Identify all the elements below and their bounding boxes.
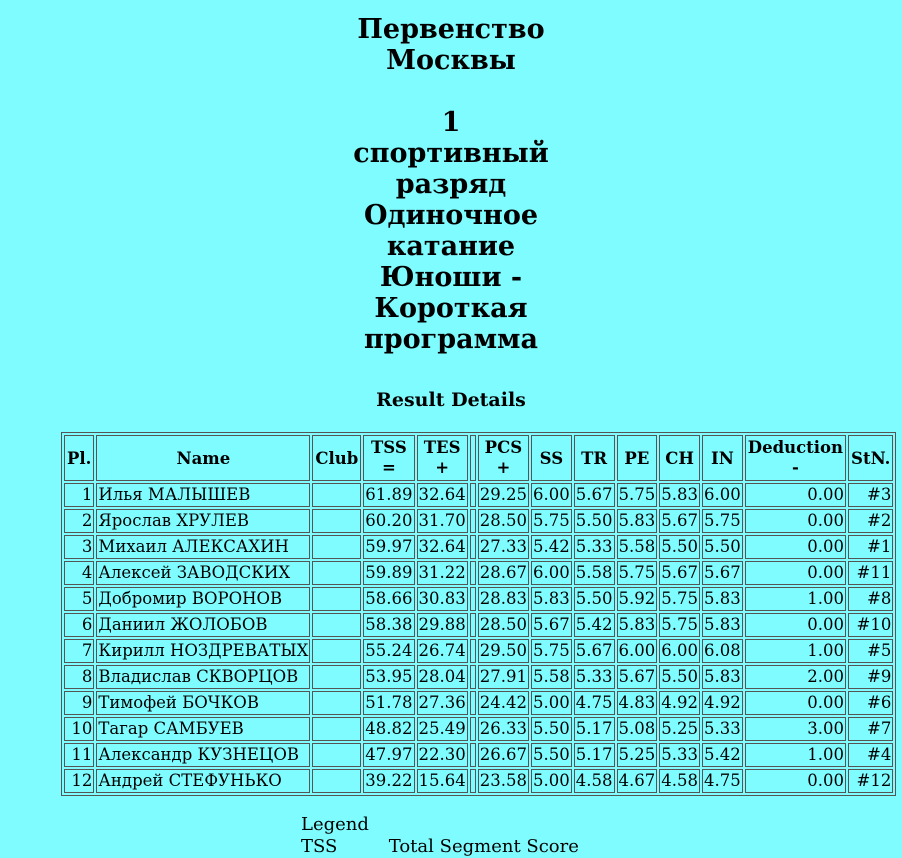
title-line: программа <box>364 324 538 355</box>
cell-name: Даниил ЖОЛОБОВ <box>96 613 310 637</box>
cell-place: 7 <box>64 639 94 663</box>
cell-deduction: 0.00 <box>745 561 846 585</box>
cell-separator <box>470 717 476 741</box>
legend-item <box>301 836 579 858</box>
cell-name: Алексей ЗАВОДСКИХ <box>96 561 310 585</box>
cell-club <box>312 743 361 767</box>
cell-tes: 32.64 <box>417 535 468 559</box>
cell-separator <box>470 483 476 507</box>
cell-tes: 22.30 <box>417 743 468 767</box>
cell-club <box>312 613 361 637</box>
cell-in: 6.00 <box>702 483 743 507</box>
cell-ss: 5.83 <box>531 587 572 611</box>
cell-name: Тагар САМБУЕВ <box>96 717 310 741</box>
header-tss-label: TSS <box>371 438 407 457</box>
header-tes-label: TES <box>423 438 461 457</box>
cell-ch: 4.92 <box>659 691 700 715</box>
cell-ch: 5.33 <box>659 743 700 767</box>
cell-club <box>312 691 361 715</box>
header-pe: PE <box>617 435 658 481</box>
cell-club <box>312 509 361 533</box>
cell-ch: 5.75 <box>659 613 700 637</box>
cell-in: 5.75 <box>702 509 743 533</box>
table-row <box>64 717 893 741</box>
cell-tr: 5.33 <box>574 535 615 559</box>
cell-separator <box>470 587 476 611</box>
cell-ss: 5.58 <box>531 665 572 689</box>
cell-deduction: 0.00 <box>745 483 846 507</box>
cell-pe: 6.00 <box>617 639 658 663</box>
cell-place: 11 <box>64 743 94 767</box>
cell-pe: 5.67 <box>617 665 658 689</box>
legend-abbr: TSS <box>301 836 338 857</box>
cell-place: 2 <box>64 509 94 533</box>
cell-separator <box>470 613 476 637</box>
cell-separator <box>470 769 476 793</box>
header-club: Club <box>312 435 361 481</box>
cell-name: Михаил АЛЕКСАХИН <box>96 535 310 559</box>
cell-ch: 5.50 <box>659 535 700 559</box>
cell-pcs: 24.42 <box>478 691 529 715</box>
cell-pcs: 28.50 <box>478 509 529 533</box>
table-row <box>64 743 893 767</box>
cell-ss: 5.75 <box>531 509 572 533</box>
cell-pcs: 29.25 <box>478 483 529 507</box>
cell-start-number: #11 <box>848 561 893 585</box>
title-line: спортивный <box>353 138 549 169</box>
cell-tes: 27.36 <box>417 691 468 715</box>
title-line: Москвы <box>386 45 516 76</box>
cell-ch: 5.67 <box>659 561 700 585</box>
header-separator <box>470 435 476 481</box>
cell-tes: 30.83 <box>417 587 468 611</box>
cell-place: 10 <box>64 717 94 741</box>
cell-pcs: 26.33 <box>478 717 529 741</box>
cell-deduction: 1.00 <box>745 743 846 767</box>
cell-tss: 39.22 <box>363 769 414 793</box>
header-pcs <box>478 435 529 481</box>
cell-ss: 5.67 <box>531 613 572 637</box>
cell-pcs: 27.91 <box>478 665 529 689</box>
cell-tss: 61.89 <box>363 483 414 507</box>
cell-start-number: #9 <box>848 665 893 689</box>
cell-ss: 5.50 <box>531 743 572 767</box>
cell-in: 5.42 <box>702 743 743 767</box>
cell-pcs: 29.50 <box>478 639 529 663</box>
table-row <box>64 691 893 715</box>
cell-in: 6.08 <box>702 639 743 663</box>
cell-place: 8 <box>64 665 94 689</box>
cell-start-number: #2 <box>848 509 893 533</box>
cell-tes: 31.22 <box>417 561 468 585</box>
header-tes-sign: + <box>435 458 450 477</box>
cell-pcs: 26.67 <box>478 743 529 767</box>
cell-start-number: #10 <box>848 613 893 637</box>
cell-club <box>312 483 361 507</box>
cell-club <box>312 769 361 793</box>
title-line: катание <box>386 231 516 262</box>
cell-tss: 47.97 <box>363 743 414 767</box>
cell-place: 9 <box>64 691 94 715</box>
cell-club <box>312 717 361 741</box>
cell-tr: 5.17 <box>574 717 615 741</box>
cell-club <box>312 665 361 689</box>
cell-name: Добромир ВОРОНОВ <box>96 587 310 611</box>
cell-tes: 32.64 <box>417 483 468 507</box>
cell-separator <box>470 691 476 715</box>
cell-ch: 5.25 <box>659 717 700 741</box>
cell-club <box>312 587 361 611</box>
cell-pe: 5.08 <box>617 717 658 741</box>
table-header-row <box>64 435 893 481</box>
cell-ss: 5.50 <box>531 717 572 741</box>
cell-in: 5.83 <box>702 613 743 637</box>
table-row <box>64 639 893 663</box>
legend <box>301 814 579 858</box>
cell-tss: 53.95 <box>363 665 414 689</box>
cell-pe: 5.25 <box>617 743 658 767</box>
header-tr: TR <box>574 435 615 481</box>
cell-name: Андрей СТЕФУНЬКО <box>96 769 310 793</box>
header-stn: StN. <box>848 435 893 481</box>
cell-pe: 5.75 <box>617 561 658 585</box>
cell-start-number: #5 <box>848 639 893 663</box>
header-deduction <box>745 435 846 481</box>
title-spacer <box>0 76 902 107</box>
header-pcs-label: PCS <box>484 438 523 457</box>
table-row <box>64 535 893 559</box>
header-ch: CH <box>659 435 700 481</box>
cell-separator <box>470 561 476 585</box>
table-row <box>64 769 893 793</box>
cell-place: 3 <box>64 535 94 559</box>
cell-place: 4 <box>64 561 94 585</box>
header-name: Name <box>96 435 310 481</box>
cell-tr: 5.50 <box>574 587 615 611</box>
cell-separator <box>470 535 476 559</box>
cell-pe: 4.67 <box>617 769 658 793</box>
cell-ch: 5.50 <box>659 665 700 689</box>
cell-name: Тимофей БОЧКОВ <box>96 691 310 715</box>
cell-tr: 5.33 <box>574 665 615 689</box>
cell-tss: 59.97 <box>363 535 414 559</box>
header-tes <box>417 435 468 481</box>
cell-tes: 29.88 <box>417 613 468 637</box>
table-row <box>64 613 893 637</box>
cell-ch: 5.83 <box>659 483 700 507</box>
page-title <box>0 14 902 355</box>
cell-place: 6 <box>64 613 94 637</box>
cell-name: Владислав СКВОРЦОВ <box>96 665 310 689</box>
cell-deduction: 3.00 <box>745 717 846 741</box>
header-tss-sign: = <box>381 458 396 477</box>
cell-name: Ярослав ХРУЛЕВ <box>96 509 310 533</box>
title-line: разряд <box>395 169 507 200</box>
cell-tr: 5.17 <box>574 743 615 767</box>
cell-start-number: #7 <box>848 717 893 741</box>
title-line: Одиночное <box>363 200 539 231</box>
header-pcs-sign: + <box>496 458 511 477</box>
cell-club <box>312 535 361 559</box>
cell-pe: 5.58 <box>617 535 658 559</box>
cell-ch: 6.00 <box>659 639 700 663</box>
cell-tss: 58.66 <box>363 587 414 611</box>
cell-tes: 26.74 <box>417 639 468 663</box>
cell-pe: 4.83 <box>617 691 658 715</box>
title-line: Первенство <box>357 14 545 45</box>
cell-start-number: #8 <box>848 587 893 611</box>
cell-ss: 5.00 <box>531 691 572 715</box>
cell-pe: 5.92 <box>617 587 658 611</box>
cell-deduction: 1.00 <box>745 587 846 611</box>
cell-tss: 48.82 <box>363 717 414 741</box>
cell-deduction: 0.00 <box>745 535 846 559</box>
cell-in: 5.33 <box>702 717 743 741</box>
cell-tes: 15.64 <box>417 769 468 793</box>
cell-deduction: 0.00 <box>745 769 846 793</box>
cell-tss: 59.89 <box>363 561 414 585</box>
cell-deduction: 2.00 <box>745 665 846 689</box>
cell-club <box>312 561 361 585</box>
cell-ss: 6.00 <box>531 561 572 585</box>
cell-separator <box>470 743 476 767</box>
cell-name: Илья МАЛЫШЕВ <box>96 483 310 507</box>
cell-pe: 5.75 <box>617 483 658 507</box>
cell-name: Кирилл НОЗДРЕВАТЫХ <box>96 639 310 663</box>
cell-name: Александр КУЗНЕЦОВ <box>96 743 310 767</box>
cell-in: 5.50 <box>702 535 743 559</box>
cell-start-number: #12 <box>848 769 893 793</box>
cell-ss: 5.42 <box>531 535 572 559</box>
cell-separator <box>470 639 476 663</box>
cell-place: 1 <box>64 483 94 507</box>
cell-start-number: #4 <box>848 743 893 767</box>
title-line: 1 <box>441 107 461 138</box>
table-row <box>64 665 893 689</box>
header-ss: SS <box>531 435 572 481</box>
cell-tr: 5.67 <box>574 639 615 663</box>
cell-deduction: 0.00 <box>745 509 846 533</box>
cell-separator <box>470 665 476 689</box>
cell-tss: 60.20 <box>363 509 414 533</box>
header-deduction-sign: - <box>791 458 799 477</box>
cell-place: 5 <box>64 587 94 611</box>
cell-start-number: #3 <box>848 483 893 507</box>
table-row <box>64 561 893 585</box>
result-details-heading: Result Details <box>376 389 526 411</box>
cell-deduction: 0.00 <box>745 613 846 637</box>
cell-pcs: 28.67 <box>478 561 529 585</box>
cell-ch: 5.75 <box>659 587 700 611</box>
cell-pcs: 28.50 <box>478 613 529 637</box>
cell-separator <box>470 509 476 533</box>
cell-in: 5.83 <box>702 587 743 611</box>
results-body <box>64 483 893 793</box>
cell-ch: 5.67 <box>659 509 700 533</box>
table-row <box>64 483 893 507</box>
cell-tss: 58.38 <box>363 613 414 637</box>
legend-heading: Legend <box>301 814 369 835</box>
table-row <box>64 587 893 611</box>
cell-in: 5.83 <box>702 665 743 689</box>
cell-pcs: 28.83 <box>478 587 529 611</box>
cell-ss: 6.00 <box>531 483 572 507</box>
cell-tr: 5.50 <box>574 509 615 533</box>
cell-deduction: 1.00 <box>745 639 846 663</box>
cell-tes: 31.70 <box>417 509 468 533</box>
cell-tr: 4.58 <box>574 769 615 793</box>
cell-deduction: 0.00 <box>745 691 846 715</box>
table-row <box>64 509 893 533</box>
cell-ss: 5.00 <box>531 769 572 793</box>
cell-in: 4.75 <box>702 769 743 793</box>
cell-tr: 5.42 <box>574 613 615 637</box>
legend-desc: Total Segment Score <box>388 836 579 857</box>
header-pl: Pl. <box>64 435 94 481</box>
results-table <box>61 432 896 796</box>
cell-place: 12 <box>64 769 94 793</box>
cell-tes: 28.04 <box>417 665 468 689</box>
cell-start-number: #1 <box>848 535 893 559</box>
header-tss <box>363 435 414 481</box>
cell-club <box>312 639 361 663</box>
cell-in: 4.92 <box>702 691 743 715</box>
cell-tr: 4.75 <box>574 691 615 715</box>
cell-pe: 5.83 <box>617 509 658 533</box>
header-in: IN <box>702 435 743 481</box>
cell-pe: 5.83 <box>617 613 658 637</box>
cell-tss: 55.24 <box>363 639 414 663</box>
cell-in: 5.67 <box>702 561 743 585</box>
title-line: Юноши - <box>379 262 523 293</box>
cell-pcs: 23.58 <box>478 769 529 793</box>
cell-ch: 4.58 <box>659 769 700 793</box>
cell-ss: 5.75 <box>531 639 572 663</box>
cell-start-number: #6 <box>848 691 893 715</box>
cell-pcs: 27.33 <box>478 535 529 559</box>
title-line: Короткая <box>374 293 528 324</box>
cell-tes: 25.49 <box>417 717 468 741</box>
cell-tr: 5.67 <box>574 483 615 507</box>
header-deduction-label: Deduction <box>747 438 844 457</box>
cell-tr: 5.58 <box>574 561 615 585</box>
cell-tss: 51.78 <box>363 691 414 715</box>
